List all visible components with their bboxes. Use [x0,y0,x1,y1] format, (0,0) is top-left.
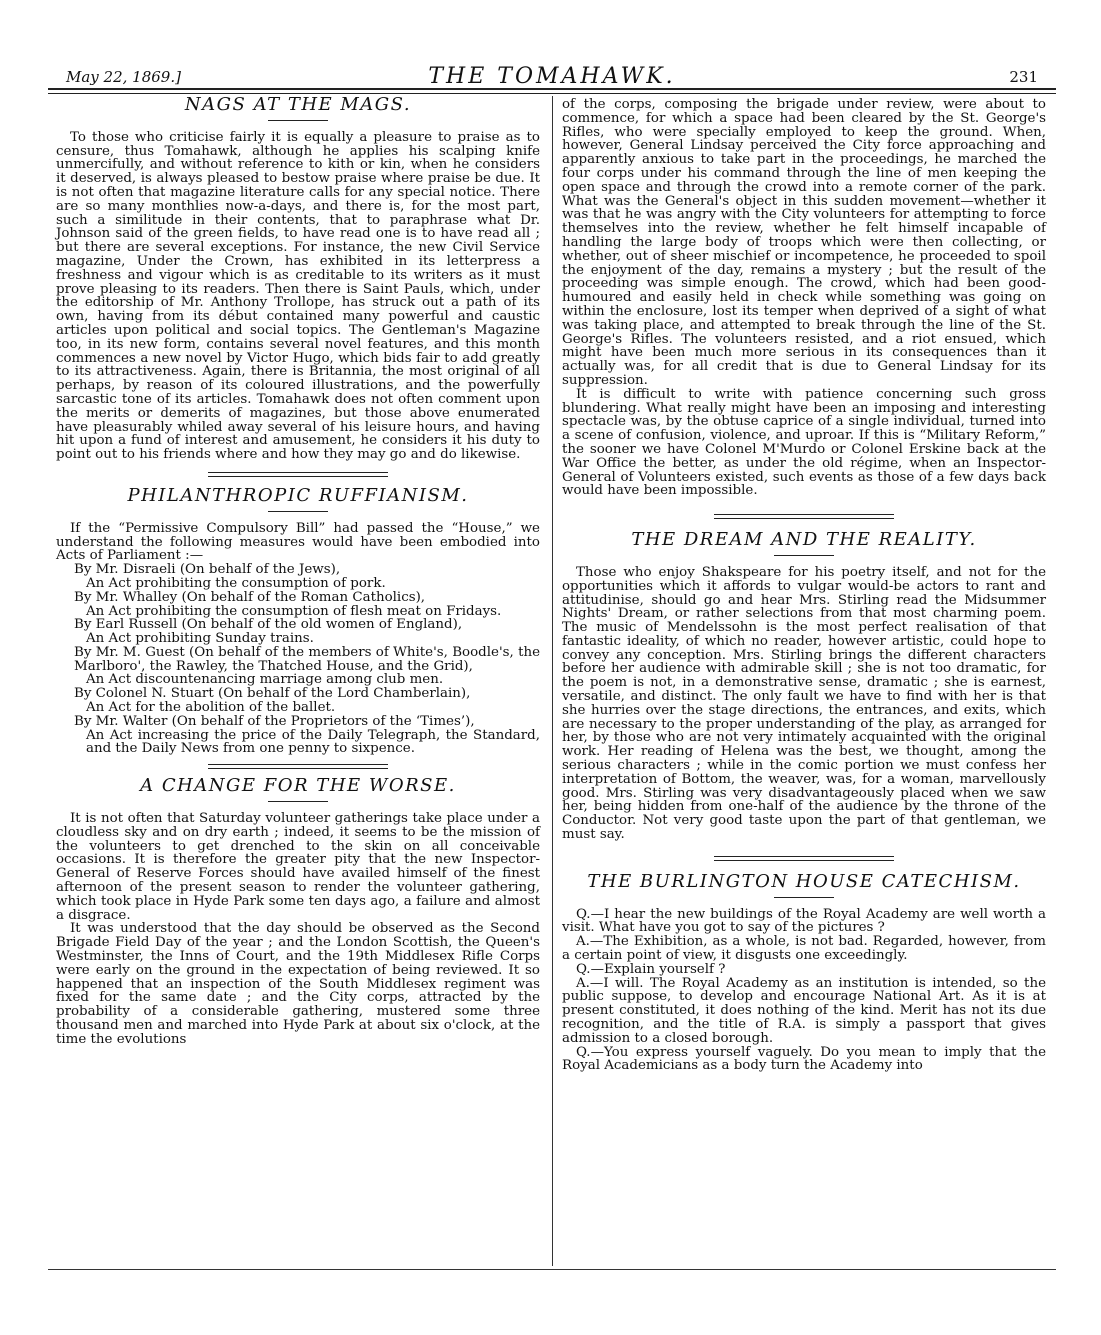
measure-by: By Mr. M. Guest (On behalf of the members of White's, Boodle's, the Marlboro', the Rawley, the Thatched House, and the Grid), [74,644,540,674]
bottom-rule [48,1269,1056,1270]
article-title-change: A CHANGE FOR THE WORSE. [140,775,456,797]
right-column [562,98,1046,1073]
catechism-line: A.—The Exhibition, as a whole, is not bad. Regarded, however, from a certain point of view, it disgusts one exceedingly. [562,934,1046,964]
title-rule [774,897,834,898]
article-title-dream: THE DREAM AND THE REALITY. [631,529,977,551]
measure-act: An Act prohibiting the consumption of flesh meat on Fridays. [86,603,502,619]
change-para-3: of the corps, composing the brigade under review, were about to commence, for which a space had been cleared by the St. George's Rifles, who were specially employed to keep the ground. When, however, General Lindsay perceived the City force approaching and apparently anxious to take part in the proceedings, he marched the four corps under his command through the line of men keeping the open space and through the crowd into a remote corner of the park. What was the General's object in this sudden movement—whether it was that he was angry with the City volunteers for attempting to force themselves into the review, whether he felt himself incapable of handling the large body of troops which were then collecting, or whether, out of sheer mischief or incompetence, he proceeded to spoil the enjoyment of the day, remains a mystery ; but the result of the proceeding was simple enough. The crowd, which had been good-humoured and easily held in check while something was going on within the enclosure, lost its temper when deprived of a sight of what was taking place, and attempted to break through the line of the St. George's Rifles. The volunteers resisted, and a riot ensued, which might have been much more serious in its consequences than it actually was, for all credit that is due to General Lindsay for its suppression. [562,97,1046,388]
page-number: 231 [1009,68,1038,86]
measure-act: An Act discountenancing marriage among club men. [86,672,444,688]
left-column [56,94,540,1047]
measure-by: By Mr. Whalley (On behalf of the Roman Catholics), [74,589,426,605]
catechism-line: A.—I will. The Royal Academy as an institution is intended, so the public suppose, to develop and encourage National Art. As it is at present constituted, it does nothing of the kind. Merit has not its due recognition, and the title of R.A. is simply a passport that gives admission to a closed borough. [562,975,1046,1046]
catechism-line: Q.—I hear the new buildings of the Royal Academy are well worth a visit. What have you got to say of the pictures ? [562,906,1046,936]
change-para-4: It is difficult to write with patience concerning such gross blundering. What really might have been an imposing and interesting spectacle was, by the obtuse caprice of a single individual, turned into a scene of confusion, violence, and uproar. If this is “Military Reform,” the sooner we have Colonel M'Murdo or Colonel Erskine back at the War Office the better, as under the old régime, when an Inspector-General of Volunteers existed, such events as those of a few days back would have been impossible. [562,386,1046,499]
masthead-title: THE TOMAHAWK. [428,64,676,89]
philanthropic-intro: If the “Permissive Compulsory Bill” had passed the “House,” we understand the following measures would have been embodied into Acts of Parliament :— [56,520,540,564]
measure-act: An Act increasing the price of the Daily Telegraph, the Standard, and the Daily News from one penny to sixpence. [86,727,540,757]
measure-by: By Colonel N. Stuart (On behalf of the Lord Chamberlain), [74,686,471,702]
catechism-line: Q.—Explain yourself ? [576,961,726,977]
measure-act: An Act prohibiting the consumption of pork. [86,575,386,591]
measure-by: By Earl Russell (On behalf of the old women of England), [74,617,463,633]
change-para-2: It was understood that the day should be observed as the Second Brigade Field Day of the year ; and the London Scottish, the Queen's Westminster, the Inns of Court, and the 19th Middlesex Rifle Corps were early on the ground in the expectation of being reviewed. It so happened that an inspection of the South Middlesex regiment was fixed for the same date ; and the City corps, attracted by the probability of a considerable gathering, mustered some three thousand men and marched into Hyde Park at about six o'clock, at the time the evolutions [56,921,540,1047]
catechism-line: Q.—You express yourself vaguely. Do you mean to imply that the Royal Academicians as a body turn the Academy into [562,1044,1046,1074]
newspaper-page [48,56,1056,1276]
measure-by: By Mr. Disraeli (On behalf of the Jews), [74,562,341,578]
title-rule [268,120,328,121]
header-rule [48,88,1056,90]
change-para-1: It is not often that Saturday volunteer gatherings take place under a cloudless sky and on dry earth ; indeed, it seems to be the mission of the volunteers to get drenched to the skin on all conceivable occasions. It is therefore the greater pity that the new Inspector-General of Reserve Forces should have availed himself of the finest afternoon of the present season to render the volunteer gathering, which took place in Hyde Park some ten days ago, a failure and almost a disgrace. [56,811,540,923]
article-title-philanthropic: PHILANTHROPIC RUFFIANISM. [127,484,469,506]
nags-body: To those who criticise fairly it is equally a pleasure to praise as to censure, thus Tomahawk, although he applies his scalping knife unmercifully, and without reference to kith or kin, when he considers it deserved, is always pleased to bestow praise where praise be due. It is not often that magazine literature calls for any special notice. There are so many monthlies now-a-days, and there is, for the most part, such a similitude in their contents, that to paraphrase what Dr. Johnson said of the green fields, to have read one is to have read all ; but there are several exceptions. For instance, the new Civil Service magazine, Under the Crown, has exhibited in its letterpress a freshness and vigour which is as creditable to its writers as it must prove pleasing to its readers. Then there is Saint Pauls, which, under the editorship of Mr. Anthony Trollope, has struck out a path of its own, having from its début contained many powerful and caustic articles upon political and social topics. The Gentleman's Magazine too, in its new form, contains several novel features, and this month commences a new novel by Victor Hugo, which bids fair to add greatly to its attractiveness. Again, there is Britannia, the most original of all perhaps, by reason of its coloured illustrations, and the powerfully sarcastic tone of its articles. Tomahawk does not often comment upon the merits or demerits of magazines, but those above enumerated have pleasurably whiled away several of his leisure hours, and having hit upon a fund of interest and amusement, he considers it his duty to point out to his friends where and how they may go and do likewise. [56,129,540,463]
title-rule [268,511,328,512]
column-divider [552,96,553,1266]
article-title-nags: NAGS AT THE MAGS. [184,94,412,115]
header-date: May 22, 1869.] [66,68,181,86]
measure-by: By Mr. Walter (On behalf of the Proprietors of the ‘Times’), [74,713,475,729]
measure-act: An Act prohibiting Sunday trains. [86,631,314,647]
article-title-burlington: THE BURLINGTON HOUSE CATECHISM. [587,870,1021,892]
title-rule [268,801,328,802]
title-rule [774,555,834,556]
dream-body: Those who enjoy Shakspeare for his poetry itself, and not for the opportunities which it affords to vulgar would-be actors to rant and attitudinise, should go and hear Mrs. Stirling read the Midsummer Nights' Dream, or rather selections from that most charming poem. The music of Mendelssohn is the most perfect realisation of that fantastic ideality, of which no reader, however artistic, could hope to convey any conception. Mrs. Stirling brings the different characters before her audience with admirable skill ; she is not too dramatic, for the poem is not, in a demonstrative sense, dramatic ; she is earnest, versatile, and distinct. The only fault we have to find with her is that she hurries over the stage directions, the entrances, and exits, which are necessary to the proper understanding of the play, as arranged for her, by those who are not very intimately acquainted with the original work. Her reading of Helena was the best, we thought, among the serious characters ; while in the comic portion we must confess her interpretation of Bottom, the weaver, was, for a woman, marvellously good. Mrs. Stirling was very disadvantageously placed when we saw her, being hidden from one-half of the audience by the throne of the Conductor. Not very good taste upon the part of that gentleman, we must say. [562,564,1046,843]
measure-act: An Act for the abolition of the ballet. [86,700,336,716]
